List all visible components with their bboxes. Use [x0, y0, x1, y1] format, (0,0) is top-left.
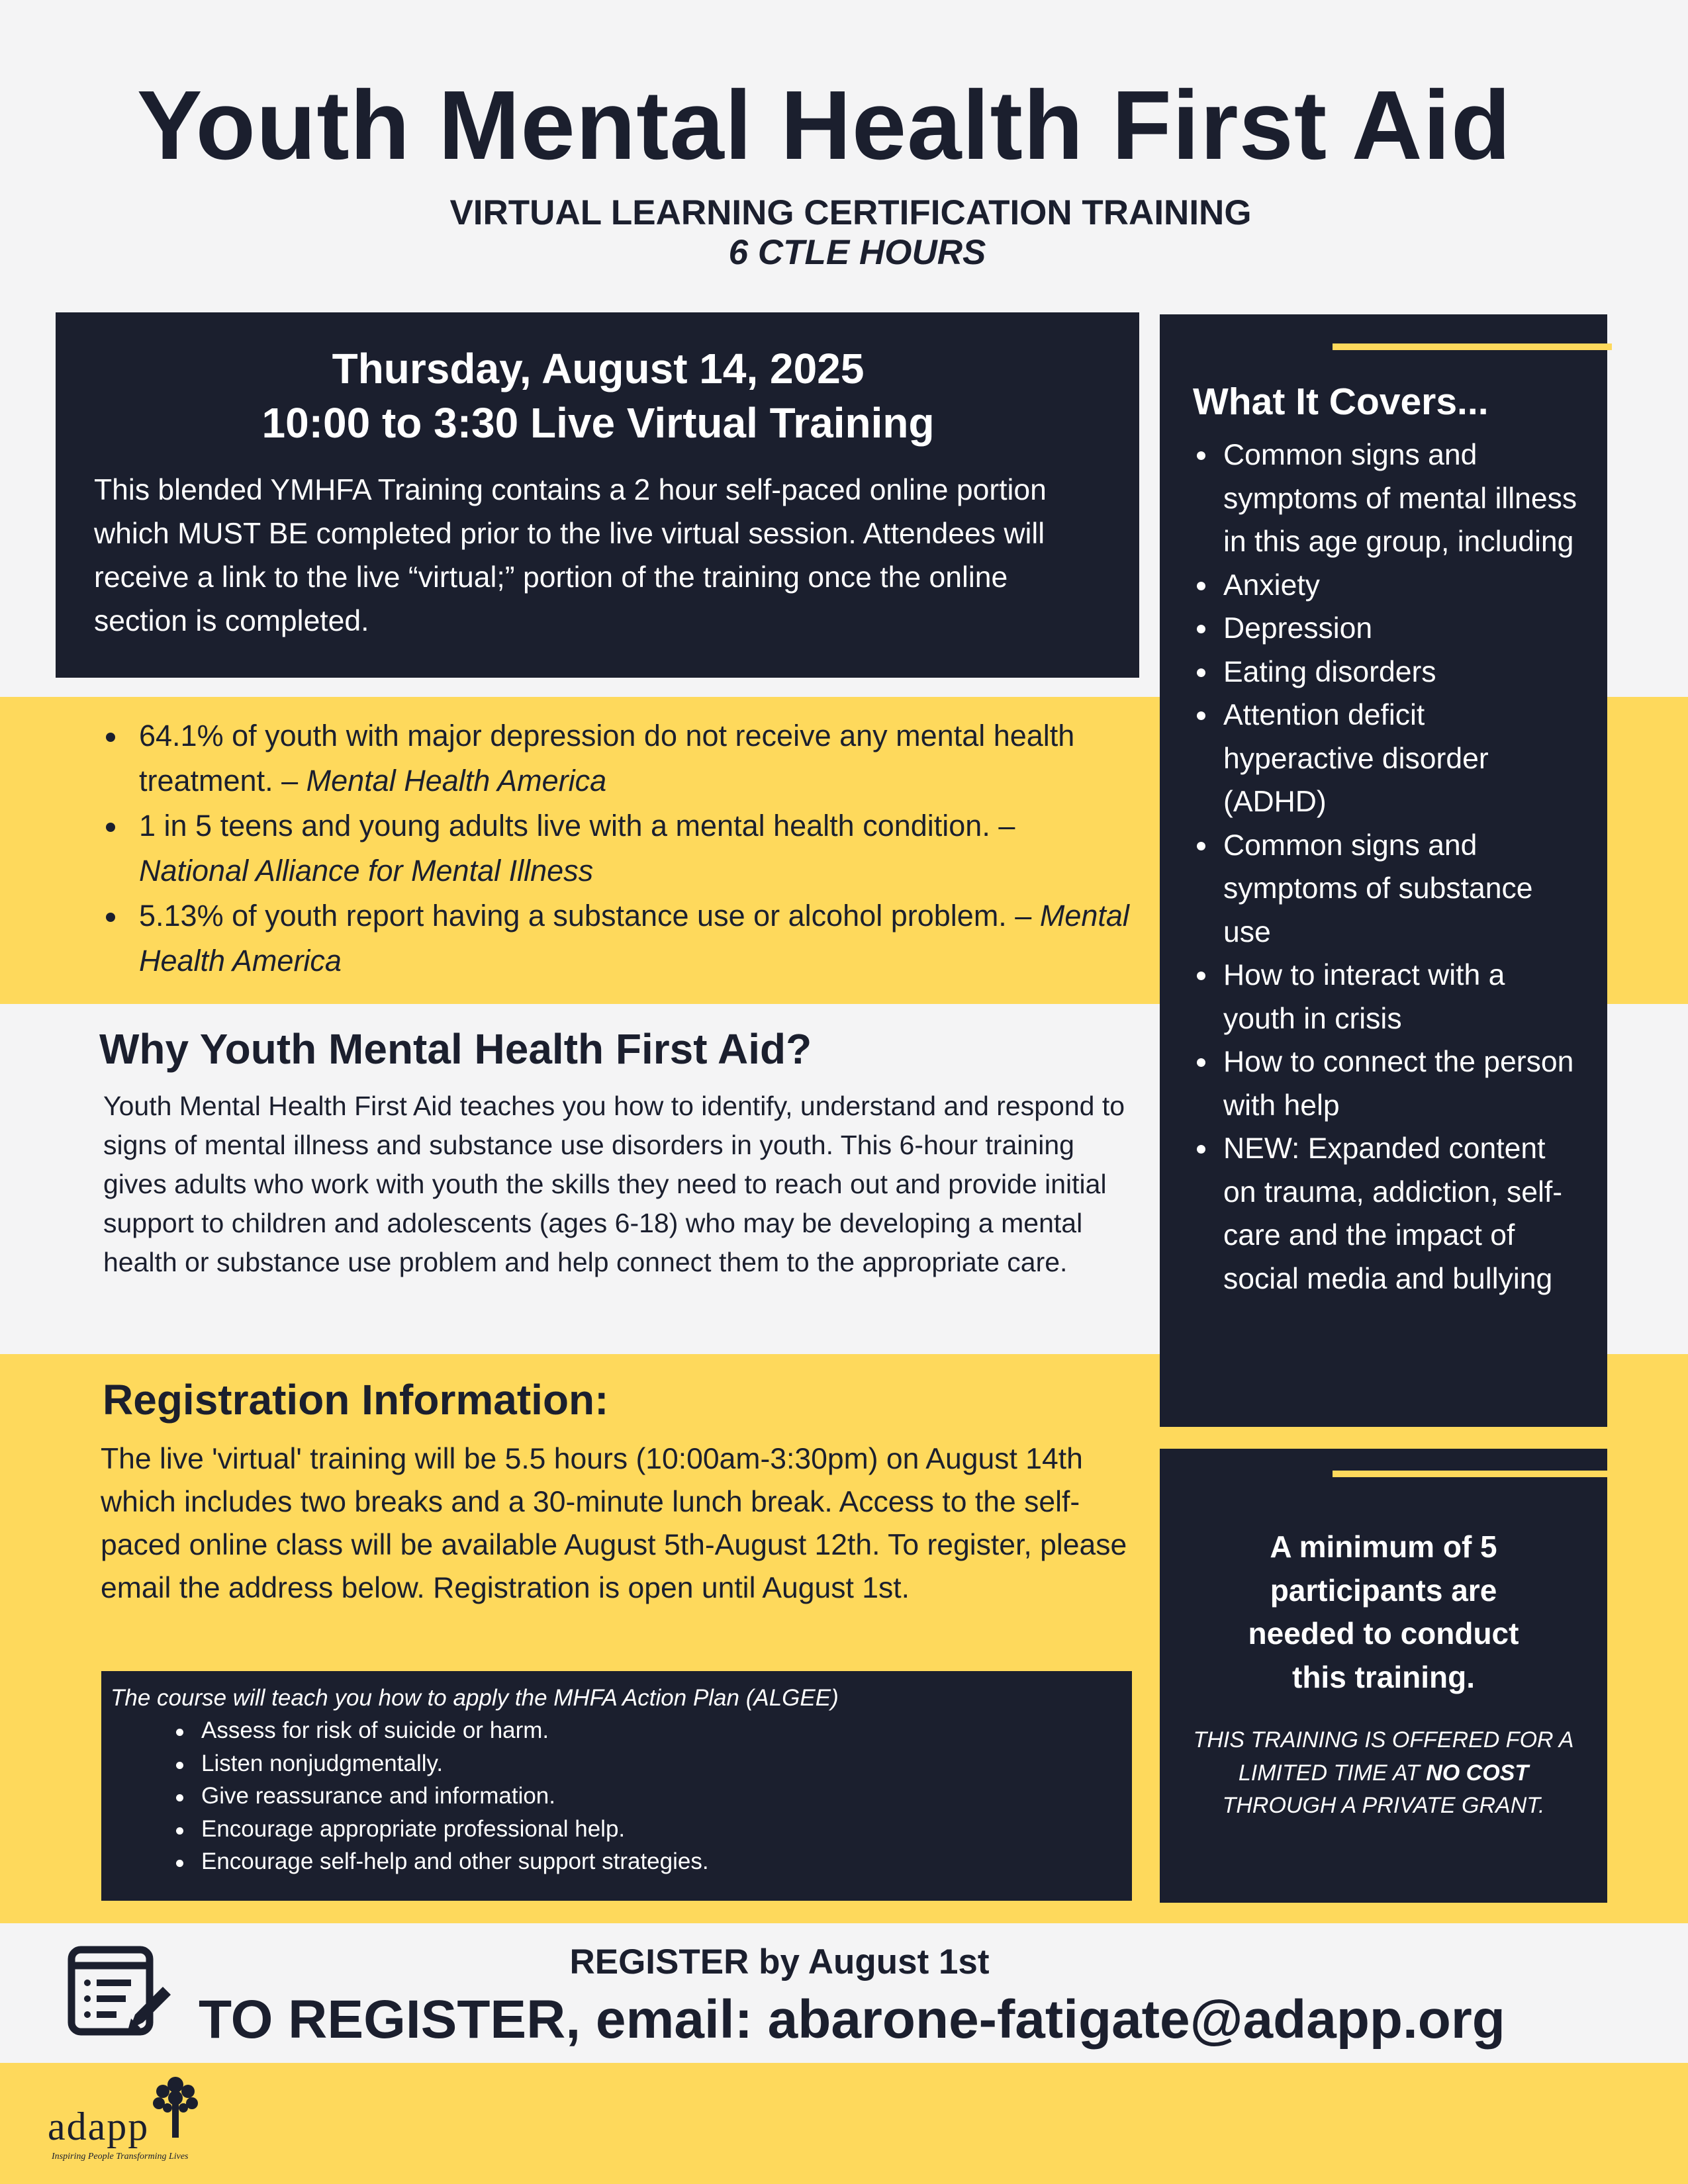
offer-text: [1185, 1724, 1582, 1823]
stat-text: 1 in 5 teens and young adults live with a mental health condition. –: [139, 809, 1015, 842]
covers-list: [1223, 433, 1581, 1300]
offer-text-start: THIS TRAINING IS OFFERED FOR A LIMITED TIME AT: [1193, 1727, 1574, 1786]
why-heading: Why Youth Mental Health First Aid?: [99, 1025, 812, 1073]
covers-item: Depression: [1223, 607, 1581, 651]
page-subtitle: VIRTUAL LEARNING CERTIFICATION TRAINING: [449, 193, 1252, 232]
covers-item: Attention deficit hyperactive disorder (ADHD): [1223, 694, 1581, 824]
session-description: This blended YMHFA Training contains a 2 hour self-paced online portion which MUST BE completed prior to the live virtual session. Attendees will receive a link to the live “virtual;” portion of the training once the online section is completed.: [94, 474, 1047, 637]
algee-item: Assess for risk of suicide or harm.: [201, 1714, 1132, 1747]
algee-item: Listen nonjudgmentally.: [201, 1747, 1132, 1780]
minimum-text: A minimum of 5 participants are needed to conduct this training.: [1248, 1529, 1519, 1694]
stats-list: [99, 713, 1132, 983]
why-body: Youth Mental Health First Aid teaches you how to identify, understand and respond to signs of mental illness and substance use disorders in youth. This 6-hour training gives adults who work with youth the skills they need to reach out and provide initial support to children and adolescents (ages 6-18) who may be developing a mental health or substance use problem and help connect them to the appropriate care.: [103, 1091, 1125, 1277]
algee-box: [101, 1671, 1132, 1901]
algee-item: Encourage self-help and other support strategies.: [201, 1845, 1132, 1878]
session-date: Thursday, August 14, 2025: [332, 345, 865, 392]
covers-item: Anxiety: [1223, 564, 1581, 608]
minimum-box: [1160, 1449, 1607, 1903]
register-by: REGISTER by August 1st: [569, 1942, 990, 1981]
covers-item: NEW: Expanded content on trauma, addiction, self-care and the impact of social media and bullying: [1223, 1127, 1581, 1300]
covers-item: How to interact with a youth in crisis: [1223, 954, 1581, 1040]
covers-item: Eating disorders: [1223, 651, 1581, 694]
session-box: [56, 312, 1139, 678]
footer-band: [0, 2063, 1688, 2184]
covers-box: [1160, 314, 1607, 1427]
covers-item: How to connect the person with help: [1223, 1040, 1581, 1127]
algee-item: Give reassurance and information.: [201, 1780, 1132, 1813]
offer-text-end: THROUGH A PRIVATE GRANT.: [1222, 1793, 1545, 1818]
stat-source: Mental Health America: [139, 899, 1129, 978]
algee-intro: The course will teach you how to apply the MHFA Action Plan (ALGEE): [111, 1685, 839, 1711]
stat-item: [99, 803, 1132, 893]
registration-body: The live 'virtual' training will be 5.5 hours (10:00am-3:30pm) on August 14th which includes two breaks and a 30-minute lunch break. Access to the self-paced online class will be available August 5th-August 12th. To register, please email the address below. Registration is open until August 1st.: [101, 1443, 1127, 1604]
registration-heading: Registration Information:: [103, 1376, 609, 1424]
session-time: 10:00 to 3:30 Live Virtual Training: [261, 399, 935, 447]
stat-source: National Alliance for Mental Illness: [139, 854, 594, 887]
ctle-hours: 6 CTLE HOURS: [728, 233, 986, 272]
stat-source: Mental Health America: [306, 764, 607, 797]
algee-item: Encourage appropriate professional help.: [201, 1813, 1132, 1846]
logo-tagline: Inspiring People Transforming Lives: [52, 2152, 189, 2161]
covers-item: Common signs and symptoms of substance use: [1223, 824, 1581, 954]
algee-list: [201, 1714, 1132, 1878]
stat-item: [99, 713, 1132, 803]
minimum-accent-line: [1333, 1471, 1612, 1477]
covers-accent-line: [1333, 343, 1612, 350]
stat-text: 64.1% of youth with major depression do not receive any mental health treatment. –: [139, 719, 1075, 797]
offer-no-cost: NO COST: [1426, 1760, 1529, 1786]
covers-item: Common signs and symptoms of mental illness in this age group, including: [1223, 433, 1581, 564]
stat-text: 5.13% of youth report having a substance use or alcohol problem. –: [139, 899, 1040, 933]
page-title: Youth Mental Health First Aid: [136, 71, 1512, 180]
covers-heading: What It Covers...: [1193, 381, 1489, 423]
stat-item: [99, 893, 1132, 983]
register-email[interactable]: TO REGISTER, email: abarone-fatigate@adapp.org: [199, 1989, 1505, 2050]
logo-wordmark: adapp: [48, 2105, 150, 2148]
